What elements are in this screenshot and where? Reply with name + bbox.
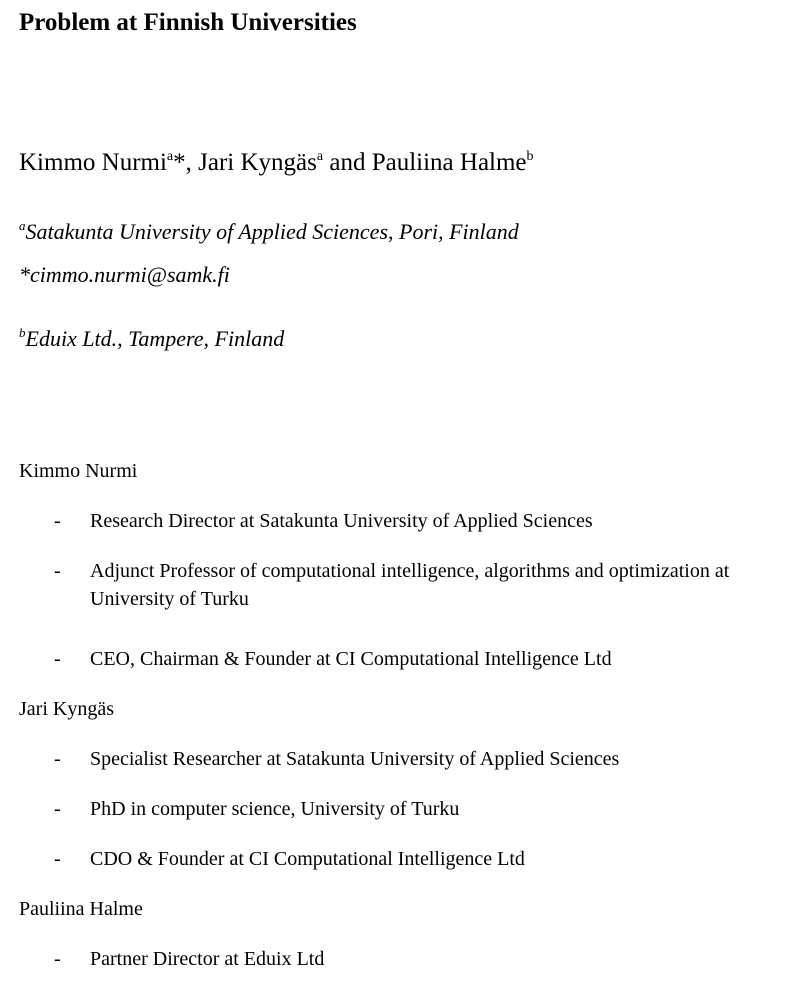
bullet-dash: - — [54, 948, 61, 970]
affiliation-b — [19, 324, 284, 354]
corresponding-email: *cimmo.nurmi@samk.fi — [19, 262, 230, 287]
author-name-1: Kimmo Nurmi — [19, 149, 167, 176]
bullet-dash: - — [54, 748, 61, 770]
bullet-dash: - — [54, 510, 61, 532]
affiliation-b-mark: b — [19, 325, 26, 340]
bullet-dash: - — [54, 648, 61, 670]
bio-item-text: Research Director at Satakunta University of Applied Sciences — [90, 510, 593, 532]
bio-item-text: Partner Director at Eduix Ltd — [90, 948, 325, 970]
author-separator-1: , — [185, 149, 199, 176]
affiliation-a-text: Satakunta University of Applied Sciences, Pori, Finland — [25, 219, 519, 244]
author-affil-mark-3: b — [526, 149, 534, 164]
bio-item-text: CDO & Founder at CI Computational Intelligence Ltd — [90, 848, 525, 870]
bio-item-text: CEO, Chairman & Founder at CI Computational Intelligence Ltd — [90, 648, 612, 670]
author-separator-2: and — [323, 149, 372, 176]
bio-item-text: PhD in computer science, University of Turku — [90, 798, 460, 820]
bio-item-text: Adjunct Professor of computational intelligence, algorithms and optimization at University of Turku — [90, 560, 730, 610]
author-name-3: Pauliina Halme — [371, 149, 527, 176]
bio-person-name: Jari Kyngäs — [19, 698, 114, 720]
affiliation-a — [19, 217, 519, 247]
affiliation-a-mark: a — [19, 218, 26, 233]
bullet-dash: - — [54, 848, 61, 870]
author-name-2: Jari Kyngäs — [198, 149, 317, 176]
corresponding-author-mark: * — [173, 149, 186, 176]
bullet-dash: - — [54, 798, 61, 820]
bio-person-name: Kimmo Nurmi — [19, 460, 138, 482]
author-line — [19, 146, 534, 180]
author-affil-mark-2: a — [316, 149, 324, 164]
paper-title: Problem at Finnish Universities — [19, 9, 357, 36]
bullet-dash: - — [54, 560, 61, 582]
affiliation-b-text: Eduix Ltd., Tampere, Finland — [25, 326, 285, 351]
author-affil-mark-1: a — [166, 149, 174, 164]
bio-person-name: Pauliina Halme — [19, 898, 143, 920]
bio-item-text: Specialist Researcher at Satakunta University of Applied Sciences — [90, 748, 620, 770]
